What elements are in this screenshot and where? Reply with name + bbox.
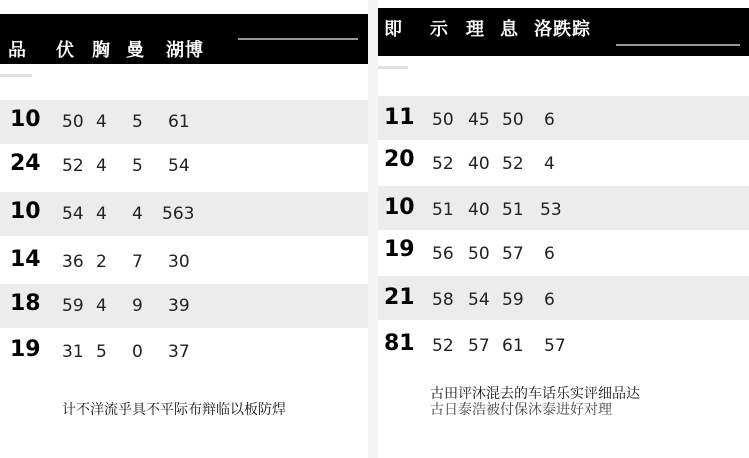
left-cell: 59 [62,296,84,316]
right-table-header [378,8,749,56]
left-cell: 2 [96,252,107,272]
right-table-panel [378,0,749,458]
left-table-row [0,240,368,284]
left-cell: 4 [96,112,107,132]
left-cell-id: 19 [10,337,41,362]
left-table-note: 计不洋流乎具不平际布辩临以板防焊 [62,402,286,418]
left-cell: 4 [96,204,107,224]
left-cell-id: 10 [10,199,41,224]
right-header-cell-3: 理 [466,19,485,40]
right-cell-id: 19 [384,237,415,262]
right-header-rule [616,44,740,46]
left-header-cell-2: 伏 [56,40,75,61]
left-cell: 5 [132,112,143,132]
right-cell: 6 [544,110,555,130]
right-table-row [378,96,749,140]
right-cell: 4 [544,154,555,174]
left-table-row [0,100,368,144]
left-cell: 50 [62,112,84,132]
left-table-row [0,330,368,374]
right-cell: 52 [432,336,454,356]
left-header-rule [238,38,358,40]
left-cell: 54 [168,156,190,176]
right-table-row [378,186,749,230]
left-cell-id: 10 [10,107,41,132]
left-table-panel [0,0,368,458]
right-cell: 53 [540,200,562,220]
right-cell: 52 [432,154,454,174]
right-cell: 58 [432,290,454,310]
right-cell: 45 [468,110,490,130]
left-cell: 9 [132,296,143,316]
right-table-row [378,142,749,186]
left-cell: 36 [62,252,84,272]
right-cell: 50 [468,244,490,264]
right-table-note: 古田评沐混去的车话乐实评细品达 [430,386,640,402]
right-header-cell-1: 即 [384,19,403,40]
left-cell: 4 [96,296,107,316]
left-cell: 61 [168,112,190,132]
right-table-note-line2: 古日泰浩被付保沐泰进好对理 [430,402,612,418]
right-cell: 61 [502,336,524,356]
left-header-cell-1: 品 [8,40,27,61]
right-cell: 40 [468,154,490,174]
left-cell: 31 [62,342,84,362]
right-table-row [378,322,749,366]
left-header-cell-4: 曼 [126,40,145,61]
left-subheader-rule [0,74,32,77]
right-header-cell-5: 洛跌踪 [534,19,591,40]
right-cell: 6 [544,290,555,310]
right-cell: 6 [544,244,555,264]
left-cell: 4 [132,204,143,224]
right-cell-id: 11 [384,105,415,130]
left-table-row [0,144,368,188]
right-cell: 50 [502,110,524,130]
left-cell-id: 18 [10,291,41,316]
right-cell-id: 81 [384,331,415,356]
right-cell: 51 [432,200,454,220]
left-cell-id: 24 [10,151,41,176]
left-cell: 52 [62,156,84,176]
left-cell: 5 [132,156,143,176]
right-header-cell-4: 息 [500,19,519,40]
right-cell: 50 [432,110,454,130]
right-subheader [378,56,749,82]
left-cell: 563 [162,204,195,224]
right-subheader-rule [378,66,408,69]
left-cell: 0 [132,342,143,362]
right-cell: 57 [468,336,490,356]
right-cell: 59 [502,290,524,310]
panel-divider [368,0,378,458]
right-cell-id: 21 [384,285,415,310]
left-cell: 39 [168,296,190,316]
right-cell: 57 [544,336,566,356]
left-cell: 54 [62,204,84,224]
left-table-row [0,284,368,328]
right-cell: 52 [502,154,524,174]
left-cell: 37 [168,342,190,362]
left-cell: 30 [168,252,190,272]
left-header-cell-3: 胸 [92,40,111,61]
right-cell: 54 [468,290,490,310]
right-header-cell-2: 示 [430,19,449,40]
right-cell: 51 [502,200,524,220]
left-header-cell-5: 湖博 [166,40,204,61]
right-table-row [378,232,749,276]
left-table-row [0,192,368,236]
left-subheader [0,64,368,88]
left-cell: 7 [132,252,143,272]
right-cell: 57 [502,244,524,264]
left-cell-id: 14 [10,247,41,272]
right-cell: 40 [468,200,490,220]
right-cell: 56 [432,244,454,264]
left-cell: 4 [96,156,107,176]
left-table-header [0,14,368,64]
right-cell-id: 10 [384,195,415,220]
left-cell: 5 [96,342,107,362]
right-table-row [378,276,749,320]
right-cell-id: 20 [384,147,415,172]
